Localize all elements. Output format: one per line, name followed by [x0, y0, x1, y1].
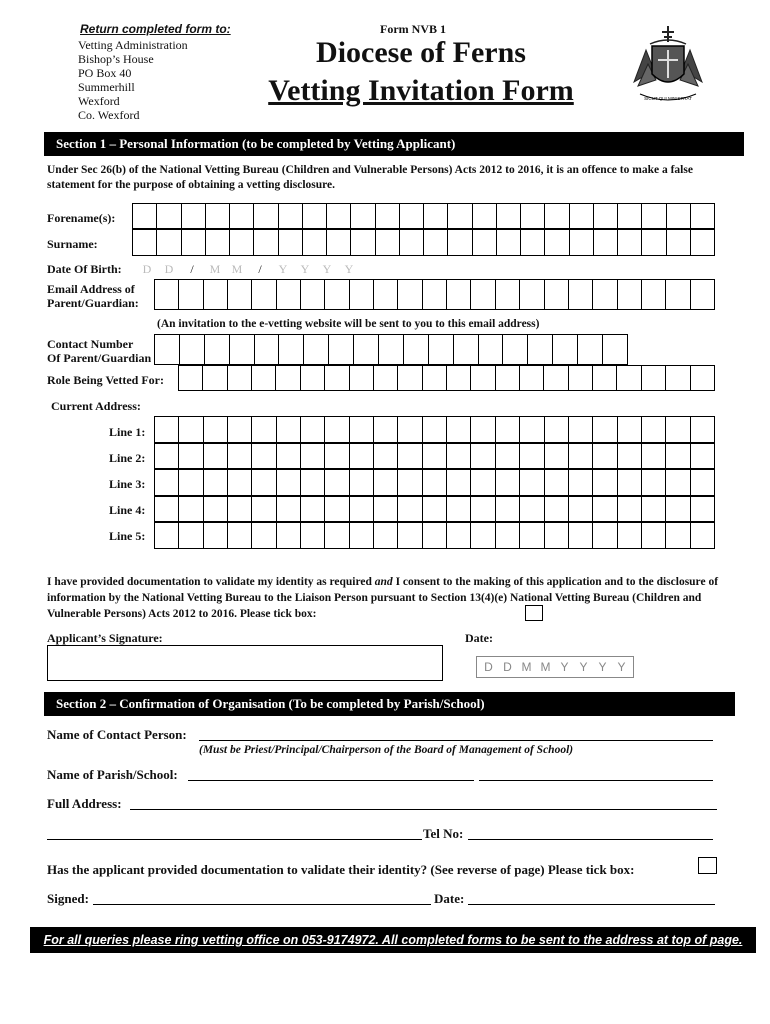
- signature-label: Applicant’s Signature:: [47, 631, 163, 645]
- return-address: Vetting Administration Bishop’s House PO Box 40 Summerhill Wexford Co. Wexford: [78, 38, 188, 122]
- diocese-crest-icon: [628, 20, 708, 108]
- diocese-title: Diocese of Ferns: [316, 36, 526, 69]
- footer-note: For all queries please ring vetting office on 053-9174972. All completed forms to be sent to the address at top of page.: [30, 927, 756, 953]
- surname-label: Surname:: [47, 237, 98, 251]
- surname-boxes[interactable]: [132, 229, 715, 256]
- documentation-question: Has the applicant provided documentation to validate their identity? (See reverse of page) Please tick box:: [47, 862, 635, 877]
- date-field[interactable]: D D M M Y Y Y Y: [476, 656, 634, 678]
- address-line4-boxes[interactable]: [154, 496, 715, 522]
- contact-person-line[interactable]: [199, 740, 713, 741]
- form-title: Vetting Invitation Form: [268, 74, 574, 107]
- email-label: Email Address of Parent/Guardian:: [47, 282, 139, 310]
- address-line5-label: Line 5:: [109, 529, 146, 543]
- tel-label: Tel No:: [423, 826, 464, 841]
- current-address-label: Current Address:: [51, 399, 141, 413]
- address-line3-label: Line 3:: [109, 477, 146, 491]
- full-address-line-2[interactable]: [47, 839, 422, 840]
- contact-person-label: Name of Contact Person:: [47, 727, 187, 742]
- parish-school-line-2[interactable]: [479, 780, 713, 781]
- address-line4-label: Line 4:: [109, 503, 146, 517]
- dob-field[interactable]: D D / M M / Y Y Y Y: [142, 262, 354, 276]
- section2-header: Section 2 – Confirmation of Organisation (To be completed by Parish/School): [44, 692, 735, 716]
- documentation-tick-box[interactable]: [698, 857, 717, 874]
- role-label: Role Being Vetted For:: [47, 373, 164, 387]
- signed-line[interactable]: [93, 904, 431, 905]
- parish-school-label: Name of Parish/School:: [47, 767, 178, 782]
- address-line1-label: Line 1:: [109, 425, 146, 439]
- address-line5-boxes[interactable]: [154, 522, 715, 549]
- address-line3-boxes[interactable]: [154, 469, 715, 496]
- forename-boxes[interactable]: [132, 203, 715, 229]
- dob-label: Date Of Birth:: [47, 262, 122, 276]
- contact-person-note: (Must be Priest/Principal/Chairperson of the Board of Management of School): [199, 744, 574, 756]
- signature-box[interactable]: [47, 645, 443, 681]
- contact-number-label: Contact Number Of Parent/Guardian: [47, 337, 152, 365]
- full-address-line[interactable]: [130, 809, 717, 810]
- crest-motto: SICUT QUI MINISTRAT: [644, 96, 692, 101]
- parish-school-line[interactable]: [188, 780, 474, 781]
- contact-number-boxes[interactable]: [154, 334, 628, 365]
- address-line2-boxes[interactable]: [154, 443, 715, 469]
- section1-header: Section 1 – Personal Information (to be completed by Vetting Applicant): [44, 132, 744, 156]
- email-boxes[interactable]: [154, 279, 715, 310]
- section2-date-label: Date:: [434, 891, 465, 906]
- forename-label: Forename(s):: [47, 211, 116, 225]
- date-label: Date:: [465, 631, 493, 645]
- section2-date-line[interactable]: [468, 904, 715, 905]
- consent-statement: I have provided documentation to validate my identity as required and I consent to the making of this application and to the disclosure of information by the National Vetting Bureau to the Liaison Person pursuant to Section 13(4)(e) National Vetting Bureau (Children and Vulnerable Persons) Acts 2012 to 2016. Please tick box:: [47, 576, 719, 620]
- form-code: Form NVB 1: [380, 22, 446, 36]
- signed-label: Signed:: [47, 891, 89, 906]
- tel-line[interactable]: [468, 839, 713, 840]
- full-address-label: Full Address:: [47, 796, 122, 811]
- false-statement-warning: Under Sec 26(b) of the National Vetting Bureau (Children and Vulnerable Persons) Acts 2012 to 2016, it is an offence to make a false statement for the purpose of obtaining a vetting disclosure.: [47, 164, 693, 191]
- role-boxes[interactable]: [178, 365, 715, 391]
- email-note: (An invitation to the e-vetting website will be sent to you to this email address): [157, 318, 540, 330]
- return-label: Return completed form to:: [80, 22, 231, 36]
- address-line2-label: Line 2:: [109, 451, 146, 465]
- consent-tick-box[interactable]: [525, 605, 543, 621]
- address-line1-boxes[interactable]: [154, 416, 715, 443]
